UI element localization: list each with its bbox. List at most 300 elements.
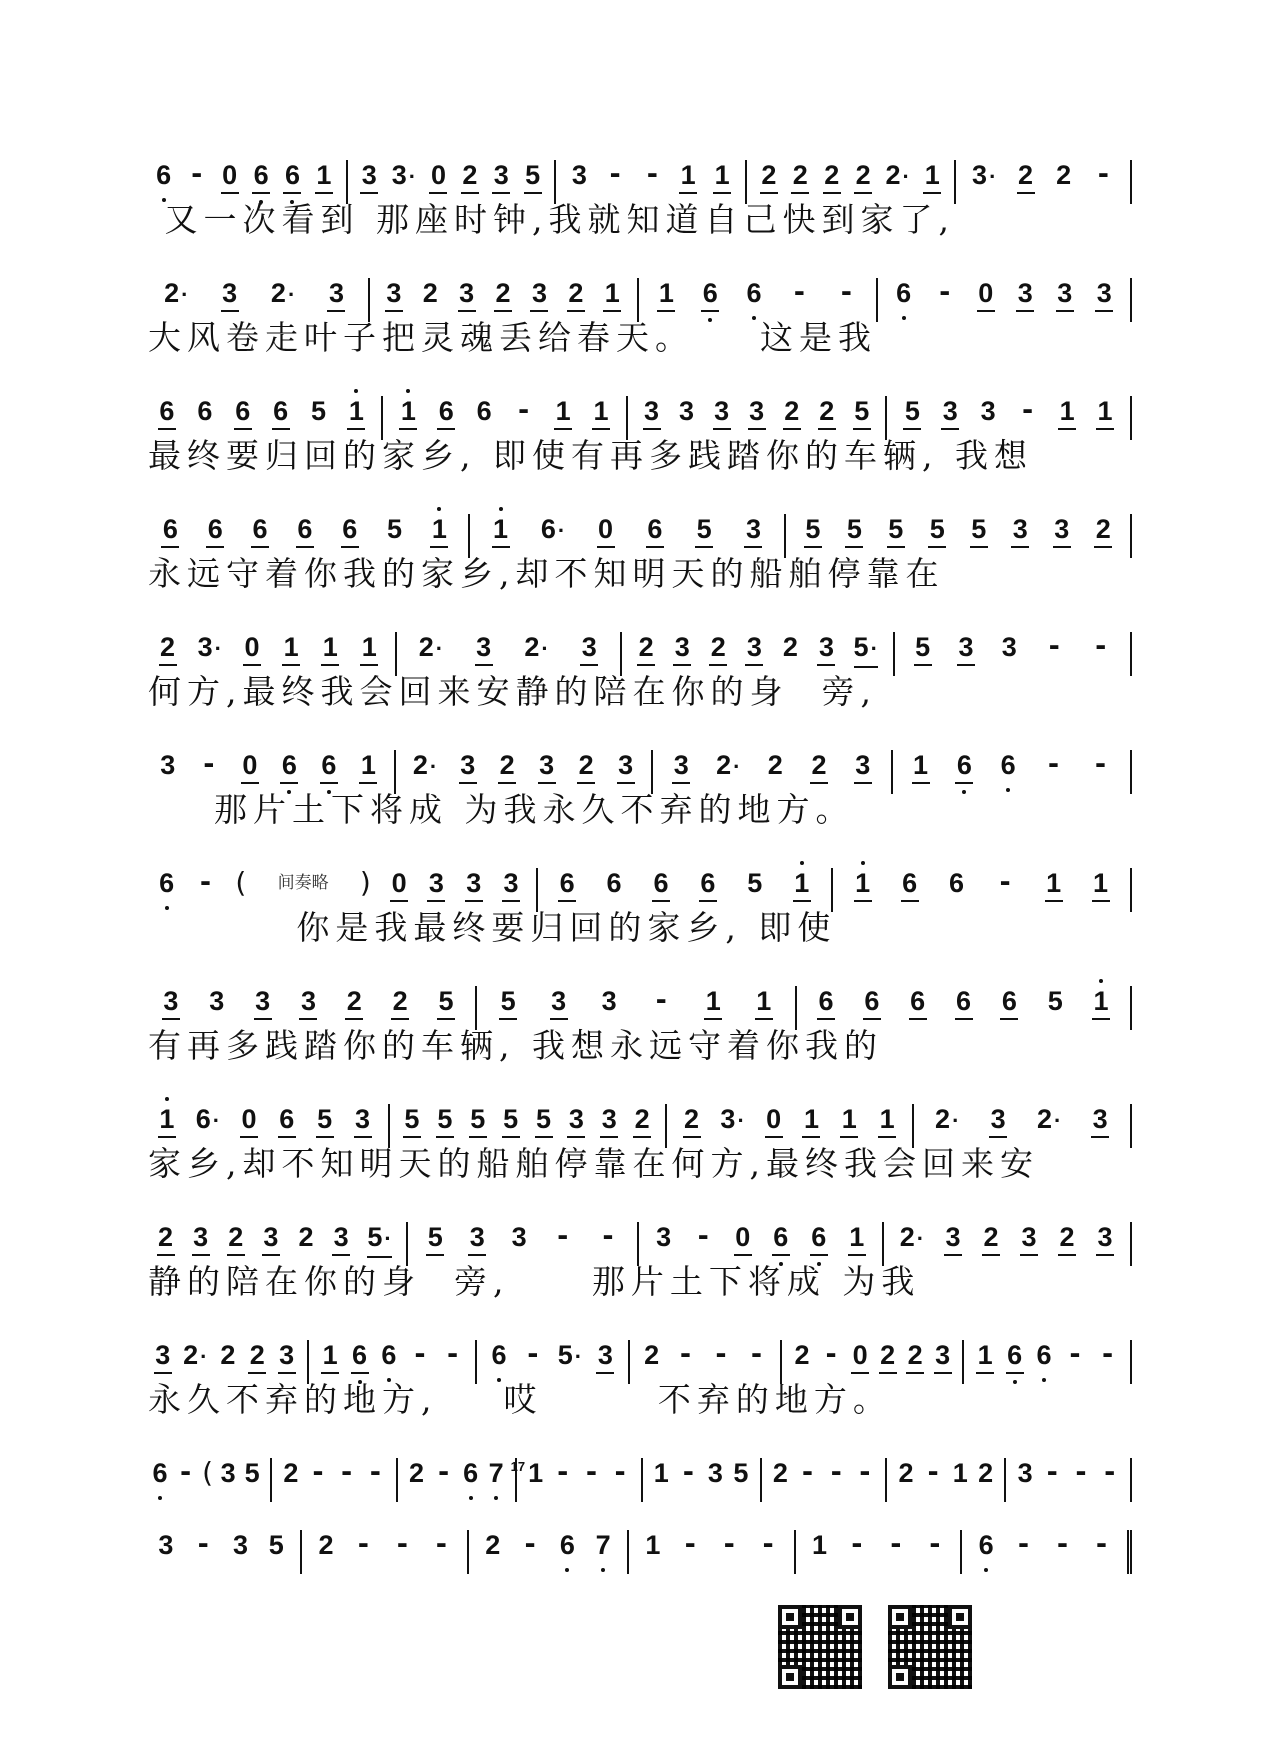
note: 5 [970,514,988,548]
note: 2 [644,1340,660,1370]
note: 2 [818,396,836,430]
note: 6 [772,1222,790,1256]
note: 2 [683,1104,701,1138]
note: 1 [347,396,365,430]
note: 5 [1047,986,1063,1016]
note: 2 [823,160,841,194]
note: 3 [511,1222,527,1252]
note: 3 [468,1222,486,1256]
note: 3 [567,1104,585,1138]
note: 2 [854,160,872,194]
score-line [148,138,1132,256]
note: 6 [278,1104,296,1138]
measure [148,1340,309,1384]
note: 1 [492,514,510,548]
score-line [148,492,1132,610]
note: 2 [408,1458,424,1488]
lyrics-row: 又一次看到 那座时钟,我就知道自己快到家了, [148,200,955,239]
qr-code-left[interactable] [778,1605,862,1689]
dash: - [1048,631,1060,662]
note: 2 [159,632,177,666]
measure [148,868,538,912]
note: 1 [755,986,773,1020]
note: 5 [695,514,713,548]
lyrics-row: 永久不弃的地方, 哎 不弃的地方。 [148,1380,892,1419]
note: 3 [158,1530,174,1560]
note: 1 [430,514,448,548]
measure [390,1104,667,1148]
note: 2 [345,986,363,1020]
measure [964,1340,1131,1384]
note: 5 [436,1104,454,1138]
note: 6 [158,396,176,430]
dash: - [585,1457,598,1488]
notation-row [148,1340,1132,1380]
note: 1 [854,868,872,902]
dash: - [999,867,1011,898]
note: 1 [603,278,621,312]
note: 3 [656,1222,672,1252]
note: 2 [318,1530,334,1560]
measure [148,986,477,1030]
dash: - [825,1339,837,1370]
dash: - [609,159,621,190]
note: 2 [227,1222,245,1256]
dash: - [801,1457,814,1488]
note: 1 [1096,396,1114,430]
notation-row [148,632,1132,672]
measure [148,750,396,794]
dash: - [557,1457,569,1488]
note: 1 [1045,868,1063,902]
note: 6 [999,750,1017,780]
note: 6 [701,278,719,312]
note: 5 [268,1530,284,1560]
measure [796,1530,963,1574]
note: 2 [1017,160,1035,194]
note: 5 [244,1458,260,1488]
note: 3 [745,632,763,666]
note: 2 [709,632,727,666]
dash: - [890,1529,902,1560]
dash: - [191,159,203,190]
note: 1 [321,632,339,666]
score-line [148,610,1132,728]
note: 6· [195,1104,221,1134]
note: 2· [899,1222,925,1252]
note: 3 [980,396,996,426]
note: 5 [310,396,327,426]
note: 2 [1094,514,1112,548]
note: 1 [657,278,675,312]
measure [348,160,557,204]
note: 2· [935,1104,960,1134]
note: 1 [282,632,300,666]
note: 2 [772,1458,788,1488]
dash: - [1095,1529,1108,1560]
jianpu-score [148,138,1132,1580]
note: 5· [367,1222,391,1258]
note: 6 [462,1458,480,1488]
note: 1 [878,1104,896,1138]
lyrics-row: 你是我最终要归回的家乡, 即使 [148,908,837,947]
note: 5 [469,1104,487,1138]
note: 2 [767,750,783,780]
note: 6 [161,514,179,548]
measure [629,1530,796,1574]
notation-row [148,160,1132,200]
note: 0 [429,160,447,194]
dash: - [1017,1529,1030,1560]
note: 1 [840,1104,858,1138]
measure [884,1222,1132,1266]
note: 6 [341,514,359,548]
note: 3 [673,632,691,666]
notation-row [148,750,1132,790]
note: 1 [923,160,941,194]
note: 5 [499,986,517,1020]
note: 5· [557,1340,583,1370]
dash: - [762,1529,774,1560]
note: 6 [977,1530,995,1560]
note: 6 [558,868,576,902]
note: 5 [845,514,863,548]
measure [878,278,1132,322]
note: 6 [206,514,224,548]
dash: - [437,1457,450,1488]
note: 7 [487,1458,505,1488]
note: 3 [154,1340,172,1374]
note: 5 [747,868,763,898]
dash: - [840,277,852,308]
note: 6 [895,278,913,308]
note: 5 [928,514,946,548]
note: 3 [233,1530,249,1560]
measure [148,632,397,676]
measure [962,1530,1132,1574]
measure [302,1530,469,1574]
score-line [148,1318,1132,1436]
notation-row [148,868,1132,908]
note: 3 [459,750,477,784]
measure [477,986,797,1030]
note: 6 [476,396,492,426]
note: 1 [912,750,930,784]
score-line [148,256,1132,374]
notation-row [148,278,1132,318]
note: 6 [863,986,881,1020]
note: 6 [817,986,835,1020]
dash: - [679,1339,692,1370]
qr-code-right[interactable] [888,1605,972,1689]
note: 0 [597,514,615,548]
note: 5 [853,396,871,430]
dash: - [1097,159,1109,190]
note: 0 [243,632,261,666]
note: 0 [765,1104,783,1138]
measure [893,750,1132,794]
note: 2 [298,1222,314,1252]
notation-row [148,1104,1132,1144]
measure [956,160,1132,204]
dash: - [929,1529,941,1560]
note: 2 [577,750,595,784]
note: 3 [221,278,239,312]
measure [272,1458,398,1502]
note: 6 [949,868,965,898]
dash: - [830,1457,842,1488]
note: 3 [679,396,695,426]
dash: - [179,1457,192,1488]
note: 5 [535,1104,553,1138]
measure [408,1222,638,1266]
note: 1 [1092,986,1110,1020]
note: 3 [601,986,617,1016]
measure [887,396,1132,440]
note: 1 [812,1530,828,1560]
dash: - [203,749,215,780]
dash: - [715,1339,727,1370]
note: 3 [492,160,510,194]
lyrics-row: 大风卷走叶子把灵魂丢给春天。 这是我 [148,318,877,357]
note: 6 [151,1458,169,1488]
note: 3 [713,396,731,430]
notation-row [148,1222,1132,1262]
dash: - [199,867,212,898]
note: 3 [502,868,520,902]
dash: - [682,1457,694,1488]
note: 0 [390,868,408,902]
note: 2· [412,750,438,780]
note: 3 [941,396,959,430]
score-line [148,1436,1132,1508]
note: 6 [158,868,176,898]
dash: - [524,1529,536,1560]
note: 2 [794,1340,810,1370]
note: 6 [1000,986,1018,1020]
note: 6 [252,160,270,194]
note: 2· [164,278,189,308]
note: 6 [558,1530,576,1560]
note: 5 [403,1104,421,1138]
note: 6 [646,514,664,548]
parenthesis: ) [359,866,371,899]
score-line [148,374,1132,492]
note: 3 [571,160,587,190]
note: 3· [197,632,222,662]
measure [148,396,383,440]
notation-row [148,986,1132,1026]
note: 2 [978,1458,994,1488]
measure [747,160,956,204]
note: 6 [234,396,252,430]
note: 3 [643,396,661,430]
note: 3 [934,1340,952,1374]
dash: - [750,1339,763,1370]
note: 6 [272,396,290,430]
measure [630,1340,783,1384]
note: 0 [851,1340,869,1374]
note: 3 [1096,1222,1114,1256]
note: 3 [327,278,345,312]
note: 2· [885,160,910,190]
measure [148,1104,390,1148]
note: 6 [810,1222,828,1256]
note: 3 [220,1458,236,1488]
note: 5 [316,1104,334,1138]
note: 1 [592,396,610,430]
note: 6 [1006,1340,1024,1374]
note: 3 [617,750,635,784]
dash: - [793,277,805,308]
note: 2 [633,1104,651,1138]
note: 5 [437,986,455,1020]
lyrics-row: 最终要归回的家乡, 即使有再多践踏你的车辆, 我想 [148,436,1033,475]
dash: - [1095,631,1107,662]
measure [622,632,895,676]
dash: - [646,159,659,190]
note: 3 [1095,278,1113,312]
measure [510,1457,643,1502]
measure [797,986,1132,1030]
lyrics-row: 何方,最终我会回来安静的陪在你的身 旁, [148,672,877,711]
note: 3 [538,750,556,784]
note: 2 [782,632,798,662]
measure [786,514,1132,558]
note: 5 [914,632,932,666]
dash: - [527,1339,539,1370]
note: 3 [817,632,835,666]
measure [538,868,834,912]
note: 6 [155,160,173,190]
note: 7 [594,1530,612,1560]
measure [887,1458,1006,1502]
note: 3 [262,1222,280,1256]
dash: - [435,1529,447,1560]
dash: - [1102,1339,1114,1370]
note: 6 [251,514,269,548]
dash: - [1047,749,1060,780]
measure [148,278,370,322]
measure [370,278,639,322]
note: 6 [351,1340,369,1374]
measure [667,1104,915,1148]
note: 1 [360,632,378,666]
measure [470,514,786,558]
note: 6 [197,396,213,426]
dash: - [1046,1457,1058,1488]
measure [148,514,470,558]
dash: - [655,985,667,1016]
lyrics-row: 静的陪在你的身 旁, 那片土下将成 为我 [148,1262,921,1301]
note: 1 [399,396,417,430]
measure [398,1458,517,1502]
note: 6 [955,986,973,1020]
note: 6 [699,868,717,902]
note: 5 [524,160,542,194]
note: 5· [854,632,878,668]
note: 3 [160,750,176,780]
note: 3· [391,160,417,190]
measure [628,396,887,440]
dash: - [341,1457,353,1488]
note: 0 [221,160,239,194]
note: 2· [524,632,549,662]
note: 3 [475,632,493,666]
notation-row [148,1530,1132,1570]
dash: - [697,1221,709,1252]
measure [309,1340,476,1384]
note: 1 [802,1104,820,1138]
note: 3 [707,1458,723,1488]
notation-row [148,1458,1132,1498]
note: 5 [387,514,403,544]
note: 2 [422,278,438,308]
score-line [148,1508,1132,1580]
measure [895,632,1132,676]
note: 2 [248,1340,266,1374]
note: 3 [1020,1222,1038,1256]
qr-codes [778,1605,972,1689]
note: 3 [1011,514,1029,548]
note: 6 [606,868,622,898]
note: 1 [976,1340,994,1374]
dash: - [602,1221,614,1252]
note: 2· [716,750,741,780]
note: 3 [580,632,598,666]
note: 1 [653,1458,669,1488]
note: 5 [804,514,822,548]
note: 0 [977,278,995,312]
measure [148,1222,408,1266]
note: 1 [1058,396,1076,430]
measure [639,1222,884,1266]
score-line [148,964,1132,1082]
dash: - [357,1529,370,1560]
note: 3 [385,278,403,312]
measure [914,1104,1132,1148]
note: 2 [391,986,409,1020]
note: 2· [418,632,444,662]
note: 2 [810,750,828,784]
lyrics-row: 家乡,却不知明天的船舶停靠在何方,最终我会回来安 [148,1144,1039,1183]
note: 6 [745,278,763,308]
note: 3 [299,986,317,1020]
dash: - [1022,395,1034,426]
measure [556,160,747,204]
note: 6 [909,986,927,1020]
dash: - [614,1457,626,1488]
note: 3 [354,1104,372,1138]
note: 2 [485,1530,501,1560]
note: 0 [734,1222,752,1256]
note: 0 [241,750,259,784]
dash: - [1069,1339,1081,1370]
note: 2 [898,1458,914,1488]
notation-row [148,514,1132,554]
note: 1 [679,160,697,194]
note: 2 [783,396,801,430]
dash: - [1075,1457,1087,1488]
note: 3 [1017,1458,1033,1488]
note: 3 [672,750,690,784]
note: 6 [437,396,455,430]
note: 1 [793,868,811,902]
note: 5 [903,396,921,430]
note: 2· [1036,1104,1062,1134]
note: 3· [720,1104,745,1134]
note: 2 [567,278,585,312]
